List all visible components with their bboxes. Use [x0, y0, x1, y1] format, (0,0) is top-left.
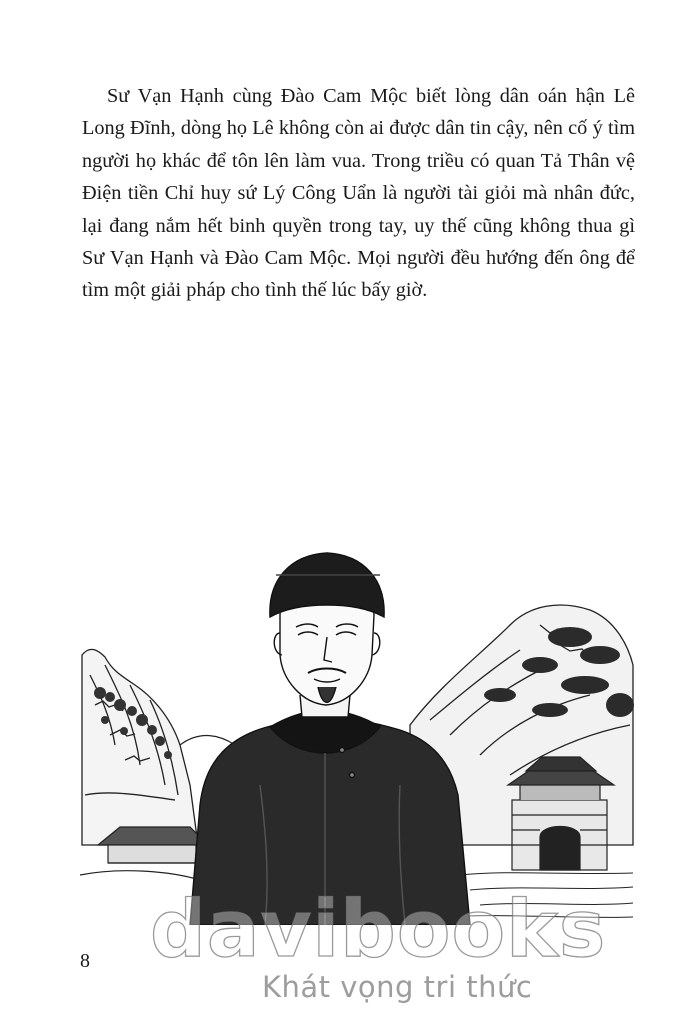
body-paragraph: Sư Vạn Hạnh cùng Đào Cam Mộc biết lòng dân oán hận Lê Long Đĩnh, dòng họ Lê không còn ai được dân tin cậy, nên cố ý tìm người họ khác để tôn lên làm vua. Trong triều có quan Tả Thân vệ Điện tiền Chỉ huy sứ Lý Công Uẩn là người tài giỏi mà nhân đức, lại đang nắm hết binh quyền trong tay, uy thế cũng không thua gì Sư Vạn Hạnh và Đào Cam Mộc. Mọi người đều hướng đến ông để tìm một giải pháp cho tình thế lúc bấy giờ. [82, 85, 635, 302]
city-gate [508, 757, 614, 870]
watermark-slogan: Khát vọng tri thức [262, 970, 533, 1004]
page-number: 8 [80, 950, 90, 972]
watermark-brand: davibooks [150, 885, 607, 975]
illustration-ly-cong-uan [80, 545, 635, 925]
left-house [98, 827, 208, 863]
left-cliff [82, 649, 198, 845]
